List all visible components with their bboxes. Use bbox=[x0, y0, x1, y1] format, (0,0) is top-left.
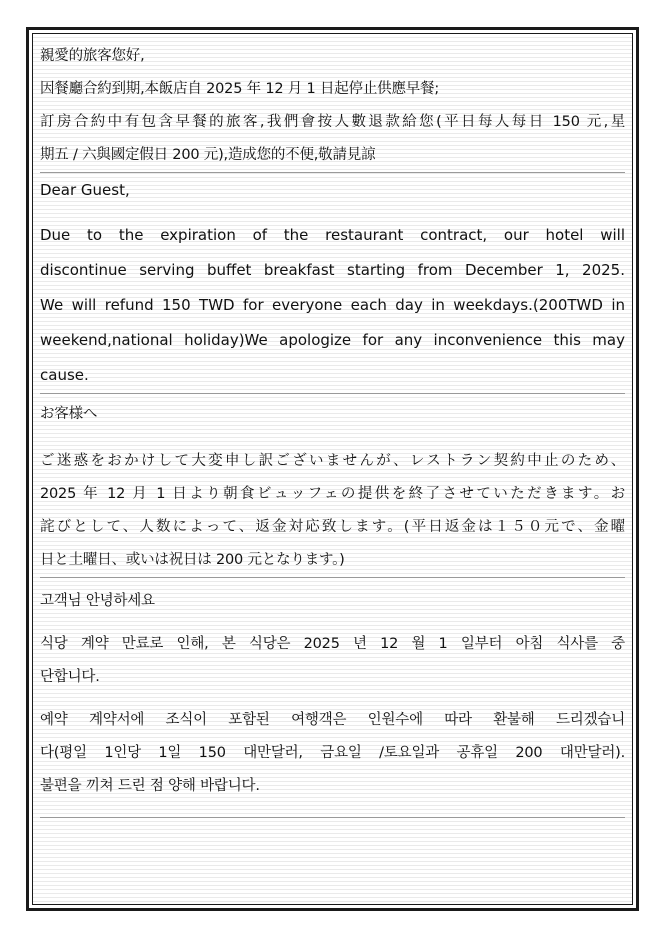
ja-line-4: 日と土曜日、或いは祝日は 200 元となります。) bbox=[40, 552, 345, 568]
english-notice bbox=[40, 173, 625, 393]
ko-line-3: 예약 계약서에 조식이 포함된 여행객은 인원수에 따라 환불해 드리겠습니 bbox=[40, 712, 625, 728]
ko-greeting: 고객님 안녕하세요 bbox=[40, 593, 155, 609]
ja-line-2: 2025 年 12 月 1 日より朝食ビュッフェの提供を終了させていただきます。お bbox=[40, 486, 625, 502]
ja-line-3: 詫びとして、人数によって、返金対応致します。(平日返金は１５０元で、金曜 bbox=[40, 519, 625, 535]
ja-line-1: ご迷惑をおかけして大変申し訳ございませんが、レストラン契約中止のため、 bbox=[40, 453, 625, 469]
spacer bbox=[40, 618, 625, 628]
ko-line-2: 단합니다. bbox=[40, 669, 100, 685]
en-line-3: We will refund 150 TWD for everyone each day in weekdays.(200TWD in bbox=[40, 296, 625, 314]
en-line-5: cause. bbox=[40, 366, 89, 384]
ja-greeting: お客様へ bbox=[40, 406, 98, 422]
en-line-2: discontinue serving buffet breakfast starting from December 1, 2025. bbox=[40, 261, 625, 279]
zh-line-1: 因餐廳合約到期,本飯店自 2025 年 12 月 1 日起停止供應早餐; bbox=[40, 81, 440, 97]
ko-line-1: 식당 계약 만료로 인해, 본 식당은 2025 년 12 월 1 일부터 아침 식사를 중 bbox=[40, 636, 625, 652]
en-line-4: weekend,national holiday)We apologize for any inconvenience this may bbox=[40, 331, 625, 349]
divider bbox=[40, 817, 625, 818]
zh-line-2a: 訂房合約中有包含早餐的旅客,我們會按人數退款給您(平日每人每日 150 元,星 bbox=[40, 114, 625, 130]
chinese-notice bbox=[40, 40, 625, 172]
spacer bbox=[40, 694, 625, 704]
en-greeting: Dear Guest, bbox=[40, 181, 130, 199]
ko-line-4: 다(평일 1인당 1일 150 대만달러, 금요일 /토요일과 공휴일 200 대만달러). bbox=[40, 745, 625, 761]
japanese-notice bbox=[40, 394, 625, 577]
zh-greeting: 親愛的旅客您好, bbox=[40, 48, 145, 64]
zh-line-2b: 期五 / 六與國定假日 200 元),造成您的不便,敬請見諒 bbox=[40, 147, 376, 163]
en-line-1: Due to the expiration of the restaurant contract, our hotel will bbox=[40, 226, 625, 244]
notice-content bbox=[40, 40, 625, 818]
spacer bbox=[40, 430, 625, 445]
spacer bbox=[40, 208, 625, 218]
ko-line-5: 불편을 끼쳐 드린 점 양해 바랍니다. bbox=[40, 778, 260, 794]
korean-notice bbox=[40, 578, 625, 803]
